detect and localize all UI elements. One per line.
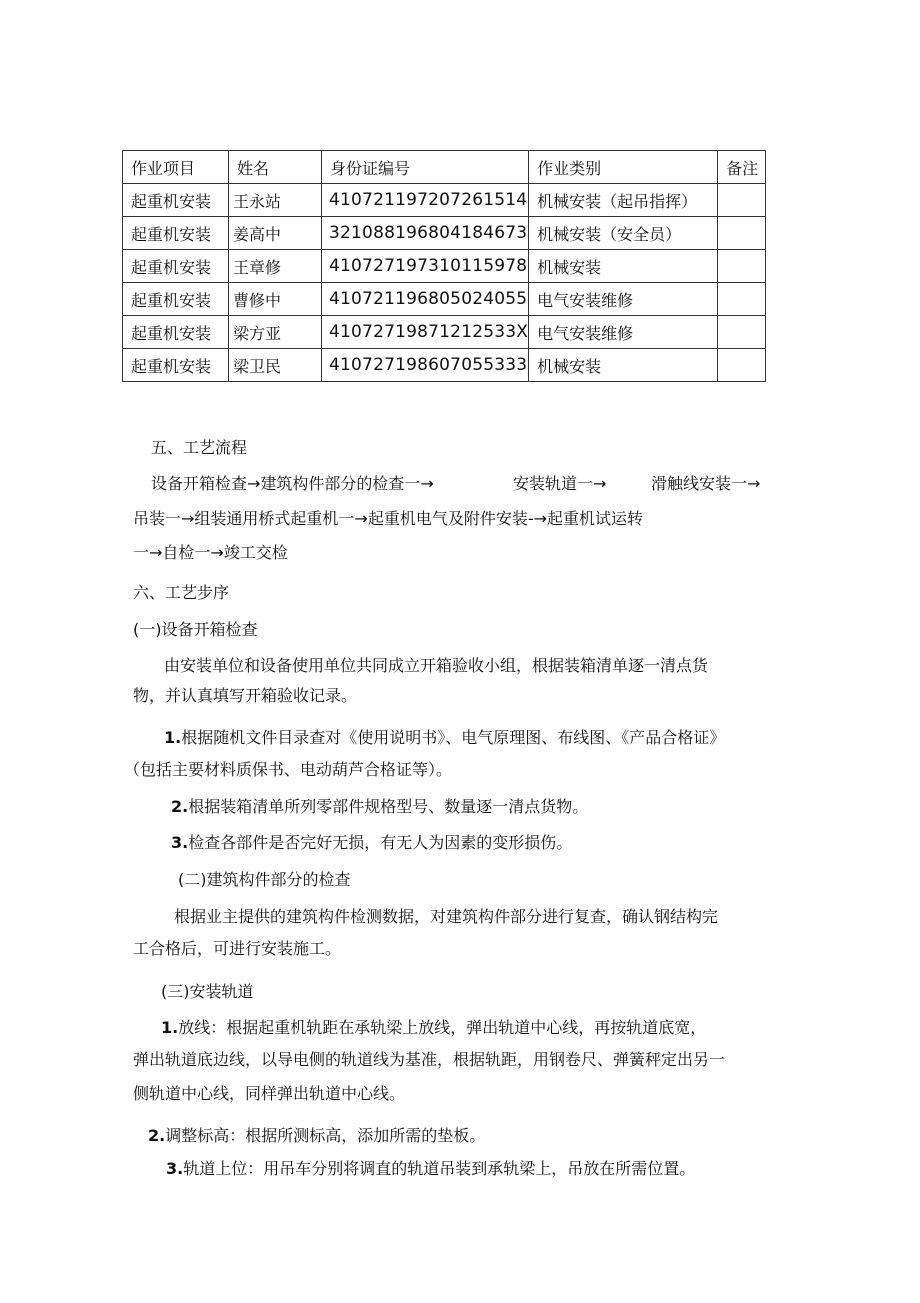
table-row [123,316,766,349]
header-note: 备注 [718,151,766,184]
sub3-item1-line1 [161,1018,706,1038]
cell-id: 321088196804184673 [322,217,529,250]
cell-id: 410721197207261514 [322,184,529,217]
item-text: 检查各部件是否完好无损，有无人为因素的变形损伤。 [188,833,573,852]
table-row [123,217,766,250]
item-text: 放线：根据起重机轨距在承轨梁上放线，弹出轨道中心线，再按轨道底宽， [178,1018,707,1037]
table-row [123,283,766,316]
item-text: 轨道上位：用吊车分别将调直的轨道吊装到承轨梁上，吊放在所需位置。 [183,1159,696,1178]
cell-note [718,217,766,250]
cell-note [718,184,766,217]
sub3-item3 [166,1159,695,1179]
cell-note [718,349,766,382]
cell-project: 起重机安装 [123,316,229,349]
cell-project: 起重机安装 [123,349,229,382]
cell-category: 机械安装（安全员） [529,217,718,250]
cell-name: 王永站 [229,184,322,217]
cell-id: 410727198607055333 [322,349,529,382]
flow-line1-part-a: 设备开箱检查→建筑构件部分的检查一→ [151,474,434,493]
cell-category: 机械安装 [529,250,718,283]
sub1-item1-line2: （包括主要材料质保书、电动葫芦合格证等）。 [124,760,453,779]
sub3-item1-line2: 弹出轨道底边线，以导电侧的轨道线为基准，根据轨距，用钢卷尺、弹簧秤定出另一 [133,1050,726,1069]
flow-line2: 吊装一→组装通用桥式起重机一→起重机电气及附件安装-→起重机试运转 [133,509,643,528]
cell-project: 起重机安装 [123,184,229,217]
cell-category: 电气安装维修 [529,283,718,316]
item-number: 1. [164,728,182,747]
table-header-row [123,151,766,184]
sub2-para-line2: 工合格后，可进行安装施工。 [133,939,342,958]
staff-table [122,150,766,382]
cell-project: 起重机安装 [123,283,229,316]
sub3-item1-line3: 侧轨道中心线，同样弹出轨道中心线。 [133,1084,406,1103]
cell-id: 41072719871212533X [322,316,529,349]
header-category: 作业类别 [529,151,718,184]
table-row [123,250,766,283]
cell-note [718,283,766,316]
sub1-title: (一)设备开箱检查 [133,620,258,639]
sub2-title: (二)建筑构件部分的检查 [178,870,351,889]
cell-name: 梁卫民 [229,349,322,382]
sub3-item2 [148,1126,485,1146]
section6-heading: 六、工艺步序 [133,583,230,602]
sub2-para-line1: 根据业主提供的建筑构件检测数据，对建筑构件部分进行复查，确认钢结构完 [174,907,719,926]
flow-line1-part-c: 滑触线安装一→ [651,474,761,493]
cell-category: 电气安装维修 [529,316,718,349]
cell-id: 410727197310115978 [322,250,529,283]
item-number: 1. [161,1018,179,1037]
cell-project: 起重机安装 [123,250,229,283]
sub1-item3 [171,833,572,853]
table-row [123,184,766,217]
item-number: 3. [171,833,189,852]
header-name: 姓名 [229,151,322,184]
cell-note [718,316,766,349]
cell-project: 起重机安装 [123,217,229,250]
table-row [123,349,766,382]
sub3-title: (三)安装轨道 [161,982,254,1001]
sub1-para-line1: 由安装单位和设备使用单位共同成立开箱验收小组，根据装箱清单逐一清点货 [164,656,709,675]
flow-line1-part-b: 安装轨道一→ [513,474,607,493]
item-number: 2. [148,1126,166,1145]
cell-name: 曹修中 [229,283,322,316]
cell-name: 梁方亚 [229,316,322,349]
item-text: 根据随机文件目录查对《使用说明书》、电气原理图、布线图、《产品合格证》 [181,728,726,747]
cell-id: 410721196805024055 [322,283,529,316]
section5-heading: 五、工艺流程 [151,438,248,457]
cell-category: 机械安装 [529,349,718,382]
cell-note [718,250,766,283]
item-number: 2. [171,797,189,816]
item-number: 3. [166,1159,184,1178]
sub1-item2 [171,797,588,817]
header-id: 身份证编号 [322,151,529,184]
item-text: 根据装箱清单所列零部件规格型号、数量逐一清点货物。 [188,797,589,816]
item-text: 调整标高：根据所测标高，添加所需的垫板。 [165,1126,486,1145]
header-project: 作业项目 [123,151,229,184]
sub1-para-line2: 物，并认真填写开箱验收记录。 [133,686,358,705]
cell-category: 机械安装（起吊指挥） [529,184,718,217]
flow-line3: 一→自检一→竣工交检 [133,543,288,562]
cell-name: 王章修 [229,250,322,283]
cell-name: 姜高中 [229,217,322,250]
sub1-item1-line1 [164,728,725,748]
